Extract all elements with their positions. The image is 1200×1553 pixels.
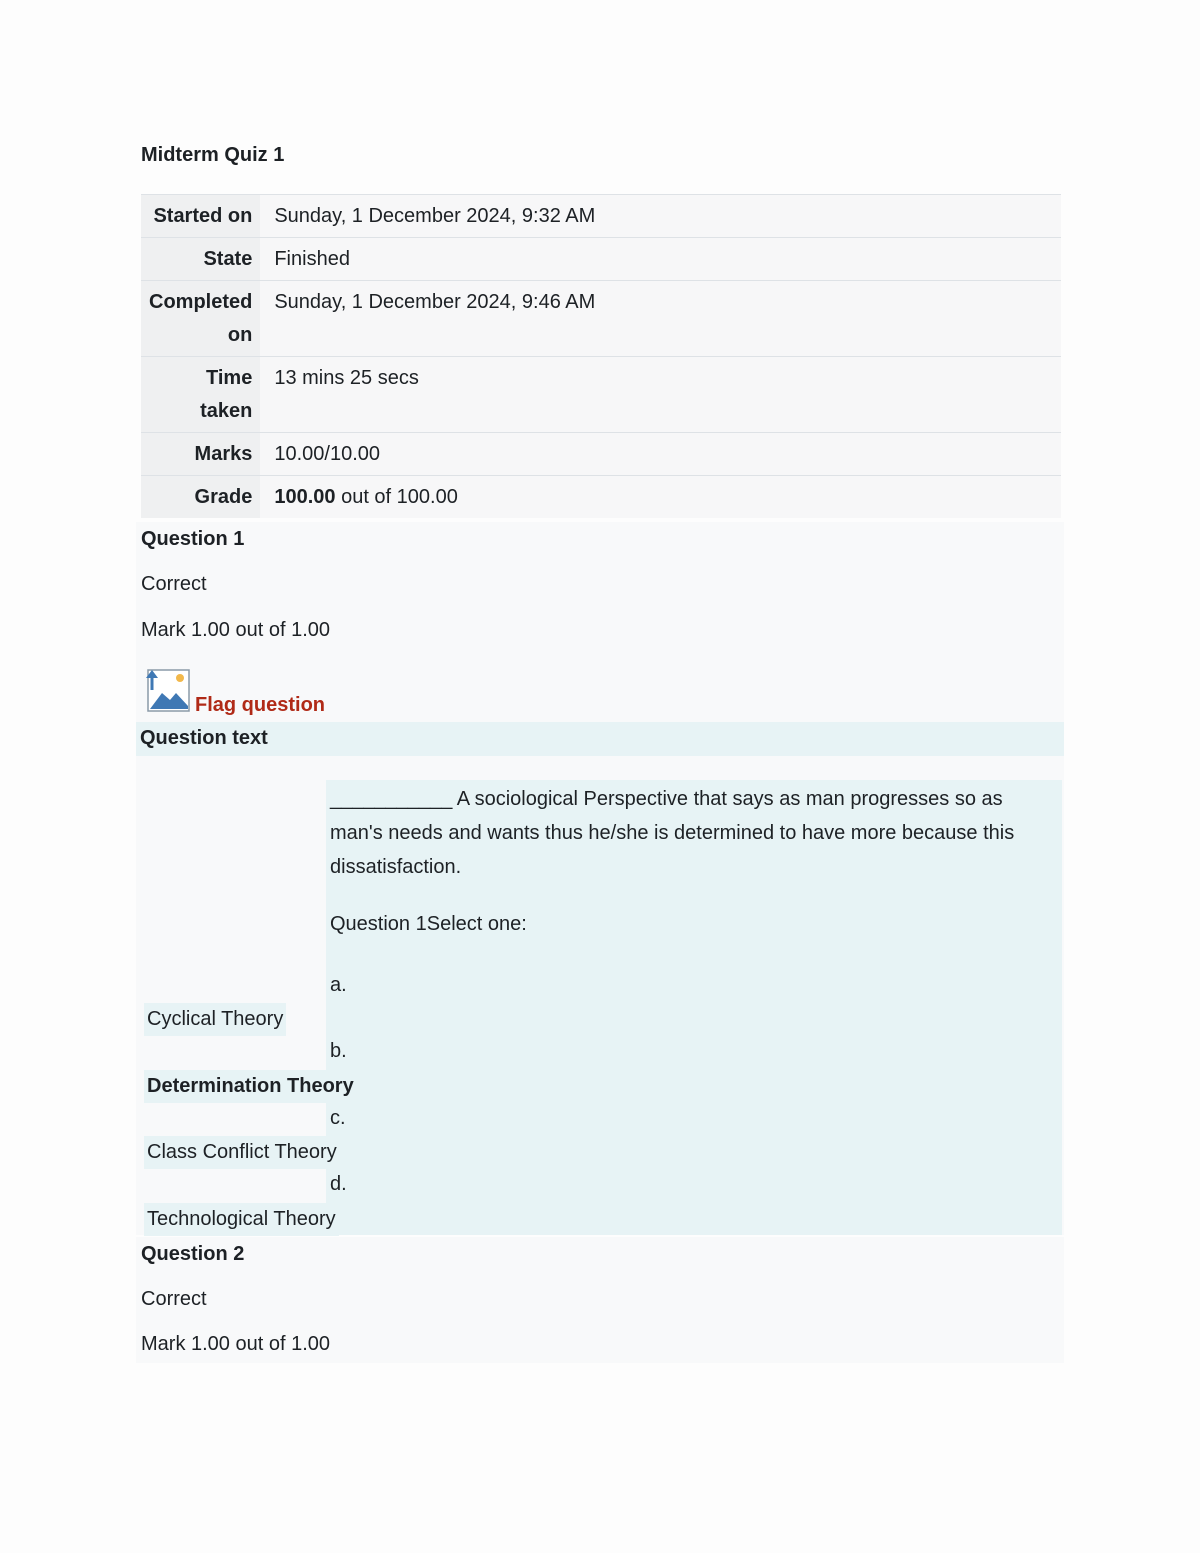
page-title: Midterm Quiz 1: [141, 144, 285, 166]
question-state: Correct: [141, 573, 207, 595]
select-one-prompt: Question 1Select one:: [330, 913, 527, 935]
question-grade: Mark 1.00 out of 1.00: [141, 1333, 331, 1355]
question-text: ___________ A sociological Perspective that says as man progresses so as man's needs and wants thus he/she is determined to have more because this dissatisfaction.: [330, 788, 1015, 878]
summary-value-marks: 10.00/10.00: [260, 433, 1061, 476]
summary-row-grade: [141, 476, 1061, 519]
summary-label-grade: Grade: [141, 476, 260, 519]
summary-value-state: Finished: [260, 238, 1061, 281]
summary-label-started: [141, 195, 260, 238]
attempt-summary-table: [141, 194, 1061, 518]
summary-value-time: 13 mins 25 secs: [260, 357, 1061, 433]
summary-label-started-text: Started on: [153, 205, 253, 227]
option-a-label[interactable]: Cyclical Theory: [144, 1003, 286, 1036]
question-heading: Question 1: [141, 528, 245, 550]
summary-label-state: State: [141, 238, 260, 281]
summary-row-state: [141, 238, 1061, 281]
summary-row-started: [141, 195, 1061, 238]
question-content: [326, 780, 1062, 1235]
summary-value-started: Sunday, 1 December 2024, 9:32 AM: [260, 195, 1061, 238]
option-c-label[interactable]: Class Conflict Theory: [144, 1136, 340, 1169]
option-d-label[interactable]: Technological Theory: [144, 1203, 339, 1236]
summary-label-completed: [141, 281, 260, 357]
option-c-letter: c.: [330, 1107, 346, 1129]
option-b-label[interactable]: Determination Theory: [144, 1070, 357, 1103]
question-state: Correct: [141, 1288, 207, 1310]
summary-label-marks: Marks: [141, 433, 260, 476]
option-a-letter: a.: [330, 974, 347, 996]
flag-question-link[interactable]: Flag question: [195, 694, 325, 716]
question-heading: Question 2: [141, 1243, 245, 1265]
question-text-header: [136, 722, 1064, 756]
summary-row-completed: [141, 281, 1061, 357]
question-2: [136, 1237, 1064, 1363]
option-d-letter: d.: [330, 1173, 347, 1195]
question-text-label: Question text: [140, 727, 268, 749]
question-1: [136, 522, 1064, 1235]
summary-label-completed-text: Completed on: [149, 291, 253, 346]
grade-out-of: out of 100.00: [335, 486, 458, 508]
option-b-letter: b.: [330, 1040, 347, 1062]
image-placeholder-icon[interactable]: [144, 666, 190, 712]
summary-value-completed: Sunday, 1 December 2024, 9:46 AM: [260, 281, 1061, 357]
summary-label-time: Time taken: [141, 357, 260, 433]
summary-row-time: [141, 357, 1061, 433]
grade-score: 100.00: [274, 486, 336, 508]
question-grade: Mark 1.00 out of 1.00: [141, 619, 331, 641]
summary-value-grade: [260, 476, 1061, 519]
summary-row-marks: [141, 433, 1061, 476]
